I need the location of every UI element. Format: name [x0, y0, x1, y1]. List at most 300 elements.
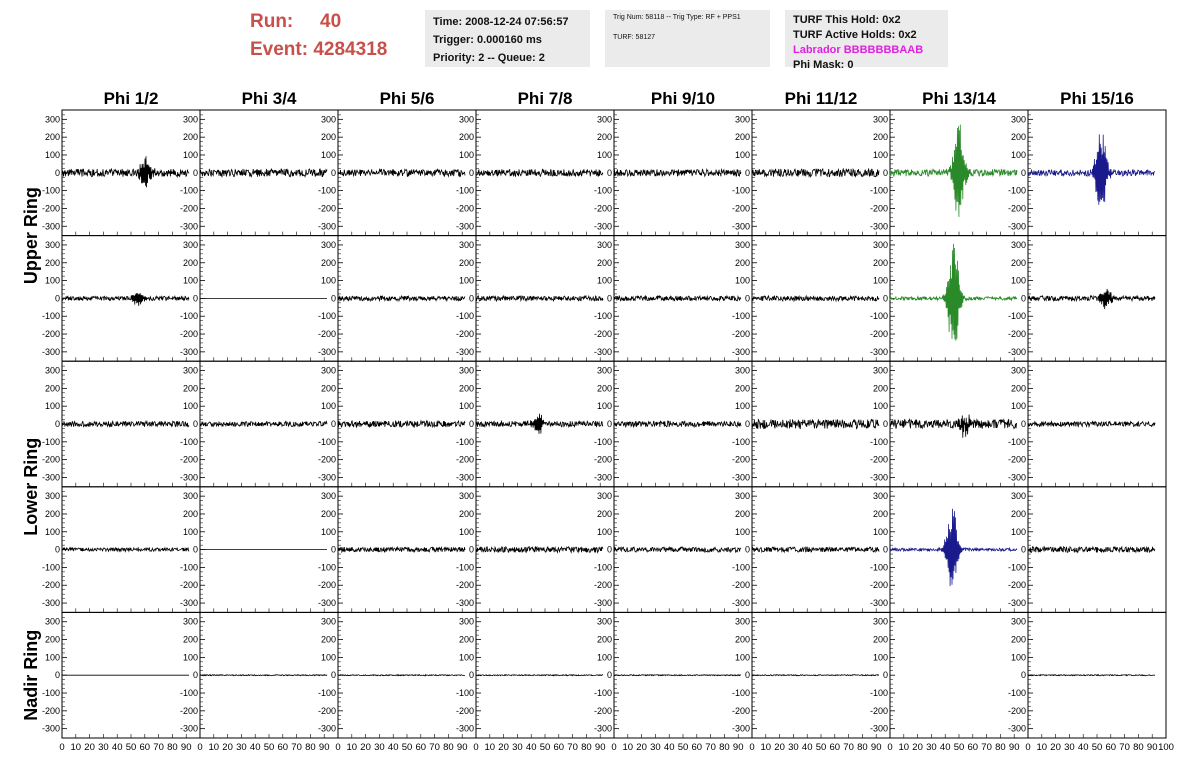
waveform-trace: [476, 296, 603, 301]
waveform-trace: [338, 169, 465, 176]
y-tick-label: 100: [458, 149, 474, 160]
y-tick-label: 0: [468, 419, 474, 429]
y-tick-label: -100: [455, 562, 474, 573]
y-tick-label: -200: [593, 454, 612, 465]
y-tick-label: 100: [872, 149, 888, 160]
y-tick-label: -200: [455, 203, 474, 214]
y-tick-label: -100: [41, 688, 60, 699]
y-tick-label: -200: [179, 454, 198, 465]
y-tick-label: 100: [182, 149, 198, 160]
y-tick-label: 0: [606, 419, 612, 429]
y-tick-label: -200: [869, 203, 888, 214]
y-tick-label: 0: [882, 167, 888, 178]
y-tick-label: 100: [734, 275, 750, 286]
y-tick-label: 100: [596, 526, 612, 537]
y-tick-label: 100: [734, 401, 750, 412]
x-tick-label: 60: [553, 742, 565, 753]
y-tick-label: -200: [317, 329, 336, 340]
y-tick-label: -300: [455, 221, 474, 232]
x-tick-label: 30: [650, 742, 661, 753]
y-tick-label: 0: [468, 167, 474, 178]
x-tick-label: 80: [857, 742, 868, 753]
waveform-trace: [1028, 422, 1155, 427]
y-tick-label: 100: [872, 401, 888, 412]
y-tick-label: 300: [872, 239, 888, 250]
y-tick-label: 200: [182, 508, 198, 519]
y-tick-label: 0: [1020, 167, 1026, 178]
x-tick-label: 20: [1050, 742, 1061, 753]
y-tick-label: -200: [317, 454, 336, 465]
y-tick-label: 300: [734, 365, 750, 376]
y-tick-label: -100: [41, 185, 60, 196]
x-tick-label: 10: [484, 742, 496, 753]
priority-line: Priority: 2 -- Queue: 2: [433, 52, 545, 64]
y-tick-label: 0: [192, 544, 198, 555]
y-tick-label: 0: [192, 419, 198, 429]
y-tick-label: 300: [872, 491, 888, 502]
y-tick-label: -300: [593, 472, 612, 483]
y-tick-label: 200: [1010, 383, 1026, 394]
y-tick-label: 100: [44, 526, 60, 537]
x-tick-label: 40: [1077, 742, 1089, 753]
x-tick-label: 70: [567, 742, 578, 753]
y-tick-label: 100: [1010, 652, 1026, 663]
waveform-trace: [338, 675, 465, 676]
y-tick-label: 0: [744, 670, 750, 681]
run-value: 40: [320, 11, 342, 32]
y-tick-label: -200: [869, 580, 888, 591]
y-tick-label: -200: [593, 329, 612, 340]
x-tick-label: 80: [581, 742, 592, 753]
y-tick-label: 200: [734, 508, 750, 519]
y-tick-label: 0: [1020, 293, 1026, 304]
y-tick-label: -200: [317, 705, 336, 716]
y-tick-label: 200: [734, 634, 750, 645]
y-tick-label: 0: [330, 167, 336, 178]
waveform-trace: [338, 547, 465, 552]
y-tick-label: 0: [1020, 544, 1026, 555]
y-tick-label: -300: [317, 598, 336, 609]
waveform-trace: [200, 422, 327, 427]
waveform-trace: [614, 296, 741, 301]
y-tick-label: 100: [1010, 401, 1026, 412]
x-tick-label: 20: [636, 742, 647, 753]
x-tick-label: 0: [1025, 742, 1031, 753]
y-tick-label: -300: [455, 472, 474, 483]
waveform-trace: [476, 414, 603, 434]
y-tick-label: 0: [330, 670, 336, 681]
y-tick-label: 0: [606, 293, 612, 304]
x-tick-label: 40: [939, 742, 951, 753]
waveform-trace: [890, 415, 1017, 438]
y-tick-label: -200: [593, 203, 612, 214]
y-tick-label: 200: [320, 132, 336, 143]
x-tick-label: 50: [1091, 742, 1103, 753]
y-tick-label: -100: [731, 185, 750, 196]
waveform-trace: [752, 675, 879, 676]
y-tick-label: 100: [182, 526, 198, 537]
y-tick-label: 200: [872, 132, 888, 143]
y-tick-label: 200: [458, 634, 474, 645]
y-tick-label: 300: [44, 365, 60, 376]
y-tick-label: -300: [869, 346, 888, 357]
y-tick-label: 200: [872, 257, 888, 268]
x-tick-label: 90: [594, 742, 606, 753]
y-tick-label: 100: [1010, 526, 1026, 537]
x-tick-label: 70: [1119, 742, 1130, 753]
x-tick-label: 20: [774, 742, 785, 753]
y-tick-label: 100: [44, 401, 60, 412]
y-tick-label: 100: [596, 149, 612, 160]
y-tick-label: -300: [179, 472, 198, 483]
x-tick-label: 50: [263, 742, 275, 753]
y-tick-label: -100: [731, 562, 750, 573]
y-tick-label: 100: [458, 275, 474, 286]
y-tick-label: 100: [1010, 149, 1026, 160]
waveform-trace: [614, 169, 741, 176]
x-tick-label: 70: [981, 742, 992, 753]
y-tick-label: -200: [179, 705, 198, 716]
waveform-trace: [1028, 289, 1155, 309]
phi-column-title: Phi 15/16: [1060, 89, 1134, 108]
phi-mask-line: Phi Mask: 0: [793, 59, 854, 71]
x-tick-label: 30: [512, 742, 523, 753]
y-tick-label: 0: [744, 419, 750, 429]
y-tick-label: 200: [44, 634, 60, 645]
x-tick-label: 20: [360, 742, 371, 753]
y-tick-label: 300: [1010, 239, 1026, 250]
y-tick-label: -200: [731, 705, 750, 716]
y-tick-label: 0: [192, 670, 198, 681]
x-tick-label: 90: [456, 742, 468, 753]
x-tick-label: 70: [843, 742, 854, 753]
y-tick-label: -200: [41, 329, 60, 340]
y-tick-label: -200: [593, 705, 612, 716]
x-tick-label: 60: [829, 742, 841, 753]
y-tick-label: -100: [179, 688, 198, 699]
y-tick-label: 300: [872, 365, 888, 376]
x-tick-label: 90: [318, 742, 330, 753]
y-tick-label: -100: [317, 688, 336, 699]
y-tick-label: 0: [54, 167, 60, 178]
y-tick-label: 100: [44, 149, 60, 160]
y-tick-label: -200: [731, 329, 750, 340]
y-tick-label: -100: [1007, 185, 1026, 196]
y-tick-label: -200: [41, 705, 60, 716]
waveform-trace: [1028, 134, 1155, 204]
waveform-trace: [752, 547, 879, 552]
y-tick-label: -200: [1007, 580, 1026, 591]
y-tick-label: 300: [44, 239, 60, 250]
x-tick-label: 60: [415, 742, 427, 753]
x-tick-label: 50: [125, 742, 137, 753]
waveform-trace: [890, 509, 1017, 586]
x-tick-label: 80: [1133, 742, 1144, 753]
y-tick-label: 100: [596, 275, 612, 286]
x-tick-label: 70: [705, 742, 716, 753]
y-tick-label: -100: [179, 185, 198, 196]
y-tick-label: -200: [41, 580, 60, 591]
y-tick-label: -200: [1007, 705, 1026, 716]
y-tick-label: 0: [54, 293, 60, 304]
y-tick-label: -300: [41, 472, 60, 483]
y-tick-label: 200: [1010, 508, 1026, 519]
y-tick-label: 0: [744, 544, 750, 555]
x-tick-label: 30: [98, 742, 109, 753]
y-tick-label: -100: [317, 436, 336, 447]
y-tick-label: -200: [179, 329, 198, 340]
y-tick-label: 300: [596, 239, 612, 250]
x-tick-label: 40: [663, 742, 675, 753]
y-tick-label: 100: [458, 652, 474, 663]
y-tick-label: -300: [179, 346, 198, 357]
y-tick-label: 100: [458, 526, 474, 537]
x-tick-label: 70: [291, 742, 302, 753]
y-tick-label: -100: [869, 688, 888, 699]
waveform-trace: [752, 419, 879, 428]
waveform-trace: [338, 296, 465, 301]
waveform-trace: [1028, 547, 1155, 553]
y-tick-label: -300: [41, 723, 60, 734]
x-tick-label: 90: [732, 742, 744, 753]
turf-active-line: TURF Active Holds: 0x2: [793, 29, 917, 41]
y-tick-label: -300: [593, 723, 612, 734]
y-tick-label: 0: [54, 544, 60, 555]
y-tick-label: 300: [734, 616, 750, 627]
phi-column-title: Phi 7/8: [517, 89, 573, 108]
y-tick-label: -200: [869, 454, 888, 465]
y-tick-label: 200: [182, 257, 198, 268]
y-tick-label: -300: [869, 723, 888, 734]
y-tick-label: -300: [731, 221, 750, 232]
x-tick-label: 10: [760, 742, 772, 753]
y-tick-label: 100: [182, 275, 198, 286]
y-tick-label: 200: [596, 257, 612, 268]
x-tick-label: 100: [1158, 742, 1174, 753]
y-tick-label: -100: [317, 311, 336, 322]
y-tick-label: -300: [179, 723, 198, 734]
y-tick-label: -100: [1007, 436, 1026, 447]
y-tick-label: -200: [455, 329, 474, 340]
x-tick-label: 80: [995, 742, 1006, 753]
y-tick-label: 100: [320, 526, 336, 537]
y-tick-label: 100: [872, 275, 888, 286]
y-tick-label: 100: [872, 652, 888, 663]
y-tick-label: -100: [455, 436, 474, 447]
y-tick-label: 200: [872, 634, 888, 645]
y-tick-label: 300: [458, 239, 474, 250]
turf-line: TURF: 58127: [613, 34, 656, 41]
waveform-trace: [1028, 675, 1155, 676]
x-tick-label: 40: [111, 742, 123, 753]
y-tick-label: -300: [179, 598, 198, 609]
y-tick-label: -200: [455, 580, 474, 591]
x-tick-label: 50: [953, 742, 965, 753]
waveform-trace: [200, 169, 327, 177]
x-tick-label: 40: [249, 742, 261, 753]
waveform-trace: [890, 125, 1017, 217]
y-tick-label: 100: [320, 275, 336, 286]
y-tick-label: 300: [182, 616, 198, 627]
x-tick-label: 10: [898, 742, 910, 753]
x-tick-label: 60: [967, 742, 979, 753]
y-tick-label: 100: [1010, 275, 1026, 286]
y-tick-label: 200: [596, 508, 612, 519]
y-tick-label: 100: [44, 275, 60, 286]
x-tick-label: 60: [277, 742, 289, 753]
y-tick-label: 100: [596, 652, 612, 663]
ring-label: Upper Ring: [21, 187, 41, 285]
y-tick-label: -200: [455, 705, 474, 716]
x-tick-label: 60: [139, 742, 151, 753]
y-tick-label: 100: [872, 526, 888, 537]
y-tick-label: 300: [320, 365, 336, 376]
x-tick-label: 10: [622, 742, 634, 753]
y-tick-label: -100: [593, 185, 612, 196]
event-value: 4284318: [313, 39, 388, 60]
y-tick-label: 300: [320, 239, 336, 250]
y-tick-label: 0: [744, 167, 750, 178]
x-tick-label: 0: [611, 742, 617, 753]
waveform-trace: [476, 169, 603, 176]
x-tick-label: 10: [70, 742, 82, 753]
x-tick-label: 90: [180, 742, 192, 753]
y-tick-label: 300: [734, 114, 750, 125]
y-tick-label: -300: [455, 346, 474, 357]
y-tick-label: 0: [468, 293, 474, 304]
y-tick-label: 0: [54, 419, 60, 429]
x-tick-label: 10: [1036, 742, 1048, 753]
y-tick-label: -200: [593, 580, 612, 591]
y-tick-label: -300: [317, 472, 336, 483]
y-tick-label: -300: [317, 346, 336, 357]
y-tick-label: 300: [1010, 491, 1026, 502]
y-tick-label: -100: [179, 311, 198, 322]
y-tick-label: 200: [596, 383, 612, 394]
y-tick-label: -200: [869, 705, 888, 716]
y-tick-label: 200: [458, 132, 474, 143]
phi-column-title: Phi 11/12: [784, 89, 858, 108]
y-tick-label: 300: [596, 365, 612, 376]
y-tick-label: -200: [1007, 329, 1026, 340]
y-tick-label: -300: [1007, 723, 1026, 734]
y-tick-label: -100: [317, 562, 336, 573]
y-tick-label: -200: [869, 329, 888, 340]
y-tick-label: 300: [320, 491, 336, 502]
y-tick-label: -100: [455, 688, 474, 699]
y-tick-label: 300: [182, 365, 198, 376]
y-tick-label: 0: [606, 544, 612, 555]
y-tick-label: 200: [182, 132, 198, 143]
y-tick-label: 0: [330, 419, 336, 429]
x-tick-label: 90: [870, 742, 882, 753]
y-tick-label: 100: [320, 401, 336, 412]
y-tick-label: -300: [1007, 598, 1026, 609]
y-tick-label: -100: [731, 311, 750, 322]
x-tick-label: 0: [473, 742, 479, 753]
x-tick-label: 20: [222, 742, 233, 753]
y-tick-label: -100: [593, 436, 612, 447]
y-tick-label: 300: [182, 491, 198, 502]
run-label: Run:: [250, 11, 294, 32]
y-tick-label: 0: [54, 670, 60, 681]
y-tick-label: 300: [44, 616, 60, 627]
waveform-trace: [476, 547, 603, 553]
waveform-trace: [752, 296, 879, 301]
y-tick-label: -100: [41, 436, 60, 447]
x-tick-label: 50: [815, 742, 827, 753]
waveform-trace: [200, 675, 327, 676]
y-tick-label: 200: [320, 257, 336, 268]
time-line: Time: 2008-12-24 07:56:57: [433, 16, 569, 28]
y-tick-label: -200: [455, 454, 474, 465]
y-tick-label: 200: [596, 132, 612, 143]
waveform-trace: [338, 421, 465, 427]
y-tick-label: -200: [179, 203, 198, 214]
y-tick-label: 0: [468, 544, 474, 555]
x-tick-label: 30: [374, 742, 385, 753]
y-tick-label: 100: [734, 149, 750, 160]
y-tick-label: 300: [458, 491, 474, 502]
y-tick-label: 200: [596, 634, 612, 645]
y-tick-label: 100: [44, 652, 60, 663]
y-tick-label: 100: [320, 652, 336, 663]
y-tick-label: -300: [869, 221, 888, 232]
waveform-trace: [476, 675, 603, 676]
y-tick-label: -300: [593, 598, 612, 609]
y-tick-label: 200: [1010, 257, 1026, 268]
panel-frame: [62, 110, 200, 236]
event-label: Event:: [250, 39, 309, 60]
y-tick-label: 0: [882, 544, 888, 555]
y-tick-label: 200: [320, 634, 336, 645]
y-tick-label: 100: [734, 526, 750, 537]
y-tick-label: -100: [731, 688, 750, 699]
waveform-trace: [62, 156, 189, 187]
y-tick-label: -300: [869, 472, 888, 483]
y-tick-label: -100: [593, 311, 612, 322]
x-tick-label: 80: [167, 742, 178, 753]
x-tick-label: 0: [749, 742, 755, 753]
x-tick-label: 30: [236, 742, 247, 753]
x-tick-label: 40: [801, 742, 813, 753]
x-tick-label: 80: [443, 742, 454, 753]
y-tick-label: 200: [458, 257, 474, 268]
x-tick-label: 70: [429, 742, 440, 753]
y-tick-label: -300: [317, 723, 336, 734]
y-tick-label: -200: [731, 454, 750, 465]
y-tick-label: 100: [182, 401, 198, 412]
panel-frame: [476, 487, 614, 613]
y-tick-label: -100: [1007, 688, 1026, 699]
y-tick-label: 300: [1010, 616, 1026, 627]
x-tick-label: 20: [84, 742, 95, 753]
waveform-trace: [752, 169, 879, 177]
waveform-trace: [614, 547, 741, 552]
y-tick-label: -100: [869, 562, 888, 573]
y-tick-label: -300: [455, 598, 474, 609]
x-tick-label: 10: [346, 742, 358, 753]
y-tick-label: -200: [41, 454, 60, 465]
y-tick-label: 0: [330, 544, 336, 555]
y-tick-label: 200: [182, 634, 198, 645]
y-tick-label: -100: [869, 436, 888, 447]
y-tick-label: 0: [882, 293, 888, 304]
y-tick-label: -100: [455, 311, 474, 322]
y-tick-label: -100: [869, 311, 888, 322]
y-tick-label: -100: [179, 436, 198, 447]
y-tick-label: -100: [179, 562, 198, 573]
